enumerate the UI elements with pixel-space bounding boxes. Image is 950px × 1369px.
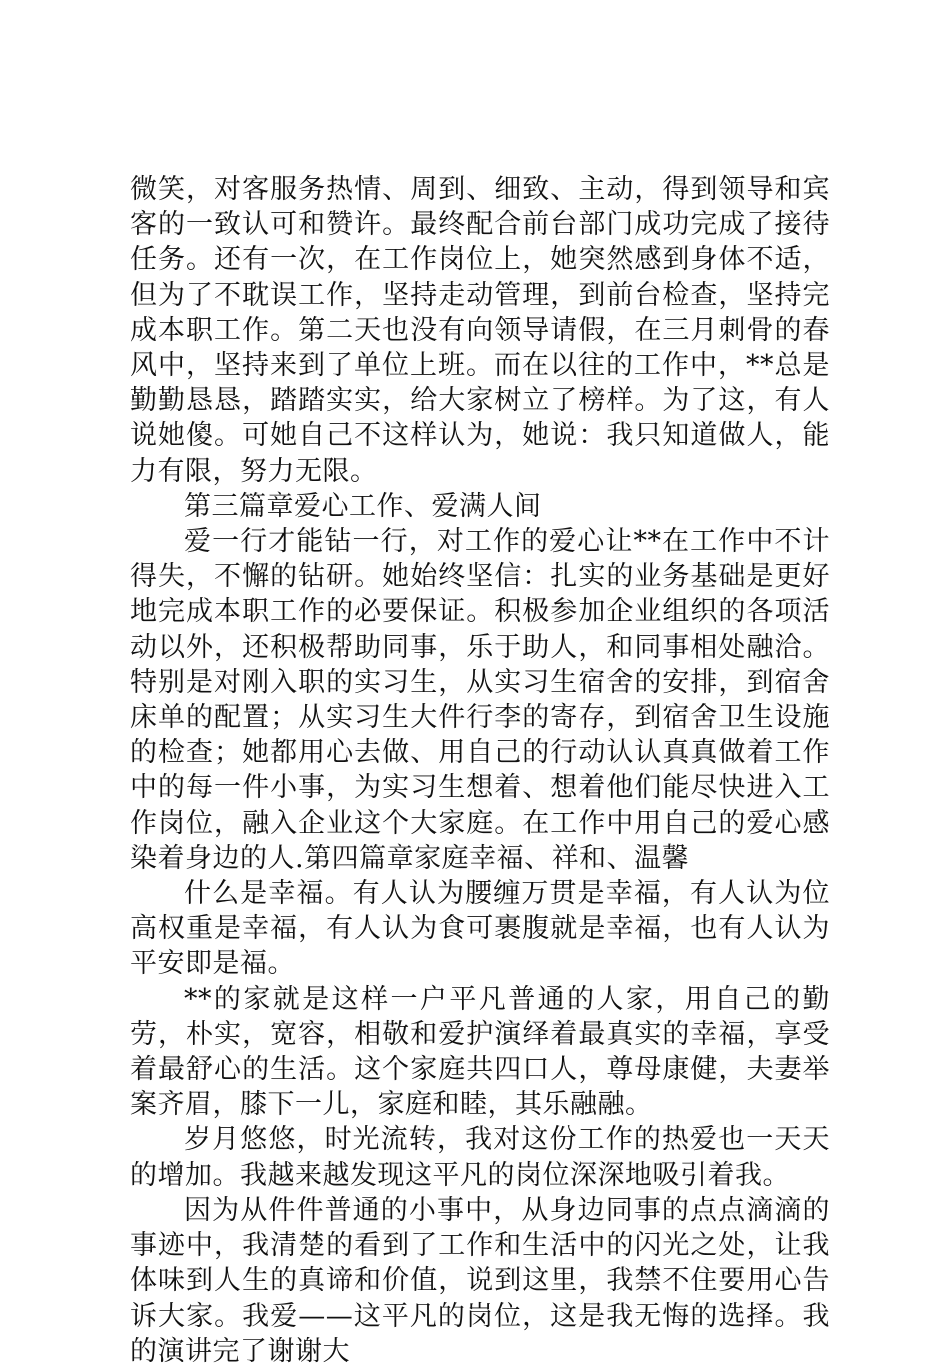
section-heading-chapter-three: 第三篇章爱心工作、爱满人间 [184, 490, 542, 522]
paragraph-chapter-three: 爱一行才能钻一行，对工作的爱心让**在工作中不计得失，不懈的钻研。她始终坚信：扎实的业务基础是更好地完成本职工作的必要保证。积极参加企业组织的各项活动以外，还积极帮助同事，乐于助人，和同事相处融洽。特别是对刚入职的实习生，从实习生宿舍的安排，到宿舍床单的配置；从实习生大件行李的寄存，到宿舍卫生设施的检查；她都用心去做、用自己的行动认认真真做着工作中的每一件小事，为实习生想着、想着他们能尽快进入工作岗位，融入企业这个大家庭。在工作中用自己的爱心感染着身边的人.第四篇章家庭幸福、祥和、温馨 [130, 526, 830, 874]
paragraph-closing: 因为从件件普通的小事中，从身边同事的点点滴滴的事迹中，我清楚的看到了工作和生活中的闪光之处，让我体味到人生的真谛和价值，说到这里，我禁不住要用心告诉大家。我爱——这平凡的岗位，这是我无悔的选择。我的演讲完了谢谢大 [130, 1194, 830, 1367]
document-body [130, 172, 830, 1369]
paragraph-continuation: 微笑，对客服务热情、周到、细致、主动，得到领导和宾客的一致认可和赞许。最终配合前台部门成功完成了接待任务。还有一次，在工作岗位上，她突然感到身体不适，但为了不耽误工作，坚持走动管理，到前台检查，坚持完成本职工作。第二天也没有向领导请假，在三月刺骨的春风中，坚持来到了单位上班。而在以往的工作中，**总是勤勤恳恳，踏踏实实，给大家树立了榜样。为了这，有人说她傻。可她自己不这样认为，她说：我只知道做人，能力有限，努力无限。 [130, 174, 830, 487]
paragraph-family: **的家就是这样一户平凡普通的人家，用自己的勤劳，朴实，宽容，相敬和爱护演绎着最真实的幸福，享受着最舒心的生活。这个家庭共四口人，尊母康健，夫妻举案齐眉，膝下一儿，家庭和睦，其乐融融。 [130, 983, 830, 1121]
paragraph-time: 岁月悠悠，时光流转，我对这份工作的热爱也一天天的增加。我越来越发现这平凡的岗位深深地吸引着我。 [130, 1124, 830, 1191]
paragraph-happiness: 什么是幸福。有人认为腰缠万贯是幸福，有人认为位高权重是幸福，有人认为食可裹腹就是幸福，也有人认为平安即是福。 [130, 878, 830, 980]
